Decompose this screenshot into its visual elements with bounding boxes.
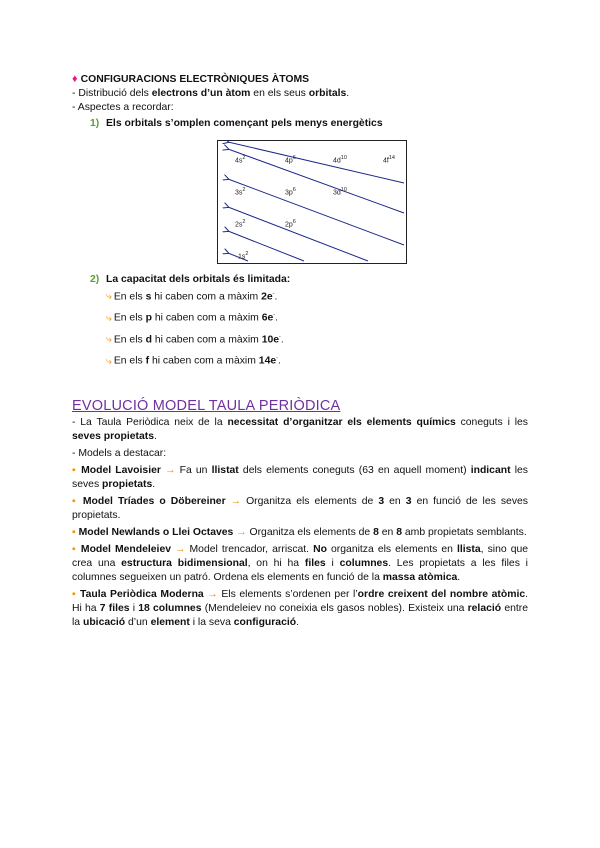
square-bullet-icon: ▪ xyxy=(72,464,77,476)
hook-arrow-icon: ⤷ xyxy=(106,355,112,367)
model-lavoisier: ▪ Model Lavoisier → Fa un llistat dels elements coneguts (63 en aquell moment) indicant les seves propietats. xyxy=(72,464,529,490)
periodic-table-heading: EVOLUCIÓ MODEL TAULA PERIÒDICA xyxy=(72,397,341,414)
square-bullet-icon: ▪ xyxy=(72,588,77,600)
reminder-line: - Aspectes a recordar: xyxy=(72,102,174,113)
orbital-3s: $3s^2$ xyxy=(235,187,246,197)
model-triades: ▪ Model Tríades o Döbereiner → Organitza els elements de 3 en 3 en funció de les seves propietats. xyxy=(72,495,529,521)
diagonal-arrow xyxy=(228,149,404,213)
square-bullet-icon: ▪ xyxy=(72,495,78,507)
hook-arrow-icon: ⤷ xyxy=(106,312,112,324)
model-newlands: ▪ Model Newlands o Llei Octaves → Organitza els elements de 8 en 8 amb propietats semblants. xyxy=(72,526,527,538)
diagonal-arrows xyxy=(218,141,406,263)
orbital-3p: $3p^6$ xyxy=(285,187,296,197)
right-arrow-icon: → xyxy=(230,495,242,507)
diagonal-arrow xyxy=(228,207,368,261)
orbital-2p: $2p^6$ xyxy=(285,219,296,229)
hook-arrow-icon: ⤷ xyxy=(106,291,112,303)
orbital-4p: $4p^6$ xyxy=(285,155,296,165)
capacity-list xyxy=(72,287,528,369)
orbital-1s: $1s^2$ xyxy=(238,251,249,261)
orbital-4d: $4d^{10}$ xyxy=(333,155,347,165)
orbital-4f: $4f^{14}$ xyxy=(383,155,395,165)
diagonal-arrow xyxy=(228,142,404,183)
right-arrow-icon: → xyxy=(175,543,186,555)
orbital-2s: $2s^2$ xyxy=(235,219,246,229)
right-arrow-icon: → xyxy=(236,526,247,538)
distribution-line: - Distribució dels electrons d’un àtom en els seus orbitals. xyxy=(72,88,350,99)
square-bullet-icon: ▪ xyxy=(72,526,76,538)
diamond-bullet-icon: ♦ xyxy=(72,73,78,85)
capacity-item-d: ⤷ En els d hi caben com a màxim 10e-. xyxy=(106,333,284,346)
models-intro: - Models a destacar: xyxy=(72,447,167,459)
diagonal-arrow xyxy=(228,179,404,245)
model-moderna: ▪ Taula Periòdica Moderna → Els elements s’ordenen per l’ordre creixent del nombre atòmic. Hi ha 7 files i 18 columnes (Mendeleiev no coneixia els gasos nobles). Existeix una relació entre la ubicació d’un element i la seva configuració. xyxy=(72,588,529,628)
hook-arrow-icon: ⤷ xyxy=(106,334,112,346)
right-arrow-icon: → xyxy=(207,588,218,600)
item-1: 1) Els orbitals s’omplen començant pels menys energètics xyxy=(90,118,383,129)
section-title: ♦ CONFIGURACIONS ELECTRÒNIQUES ÀTOMS xyxy=(72,73,310,85)
intro-paragraph: - La Taula Periòdica neix de la necessitat d’organitzar els elements químics coneguts i les seves propietats. xyxy=(72,416,528,442)
item-2: 2) La capacitat dels orbitals és limitada: xyxy=(90,274,291,285)
capacity-item-s: ⤷ En els s hi caben com a màxim 2e-. xyxy=(106,291,278,303)
orbital-3d: $3d^{10}$ xyxy=(333,187,347,197)
capacity-item-p: ⤷ En els p hi caben com a màxim 6e-. xyxy=(106,312,278,324)
square-bullet-icon: ▪ xyxy=(72,543,77,555)
model-mendeleiev: ▪ Model Mendeleiev → Model trencador, arriscat. No organitza els elements en llista, sino que crea una estructura bidimensional, on hi ha files i columnes. Les propietats a les files i columnes segueixen un patró. Ordena els elements en funció de la massa atòmica. xyxy=(72,543,529,583)
aufbau-diagram xyxy=(217,140,407,264)
right-arrow-icon: → xyxy=(165,464,176,476)
capacity-item-f: ⤷ En els f hi caben com a màxim 14e-. xyxy=(106,355,281,367)
orbital-4s: $4s^2$ xyxy=(235,155,246,165)
